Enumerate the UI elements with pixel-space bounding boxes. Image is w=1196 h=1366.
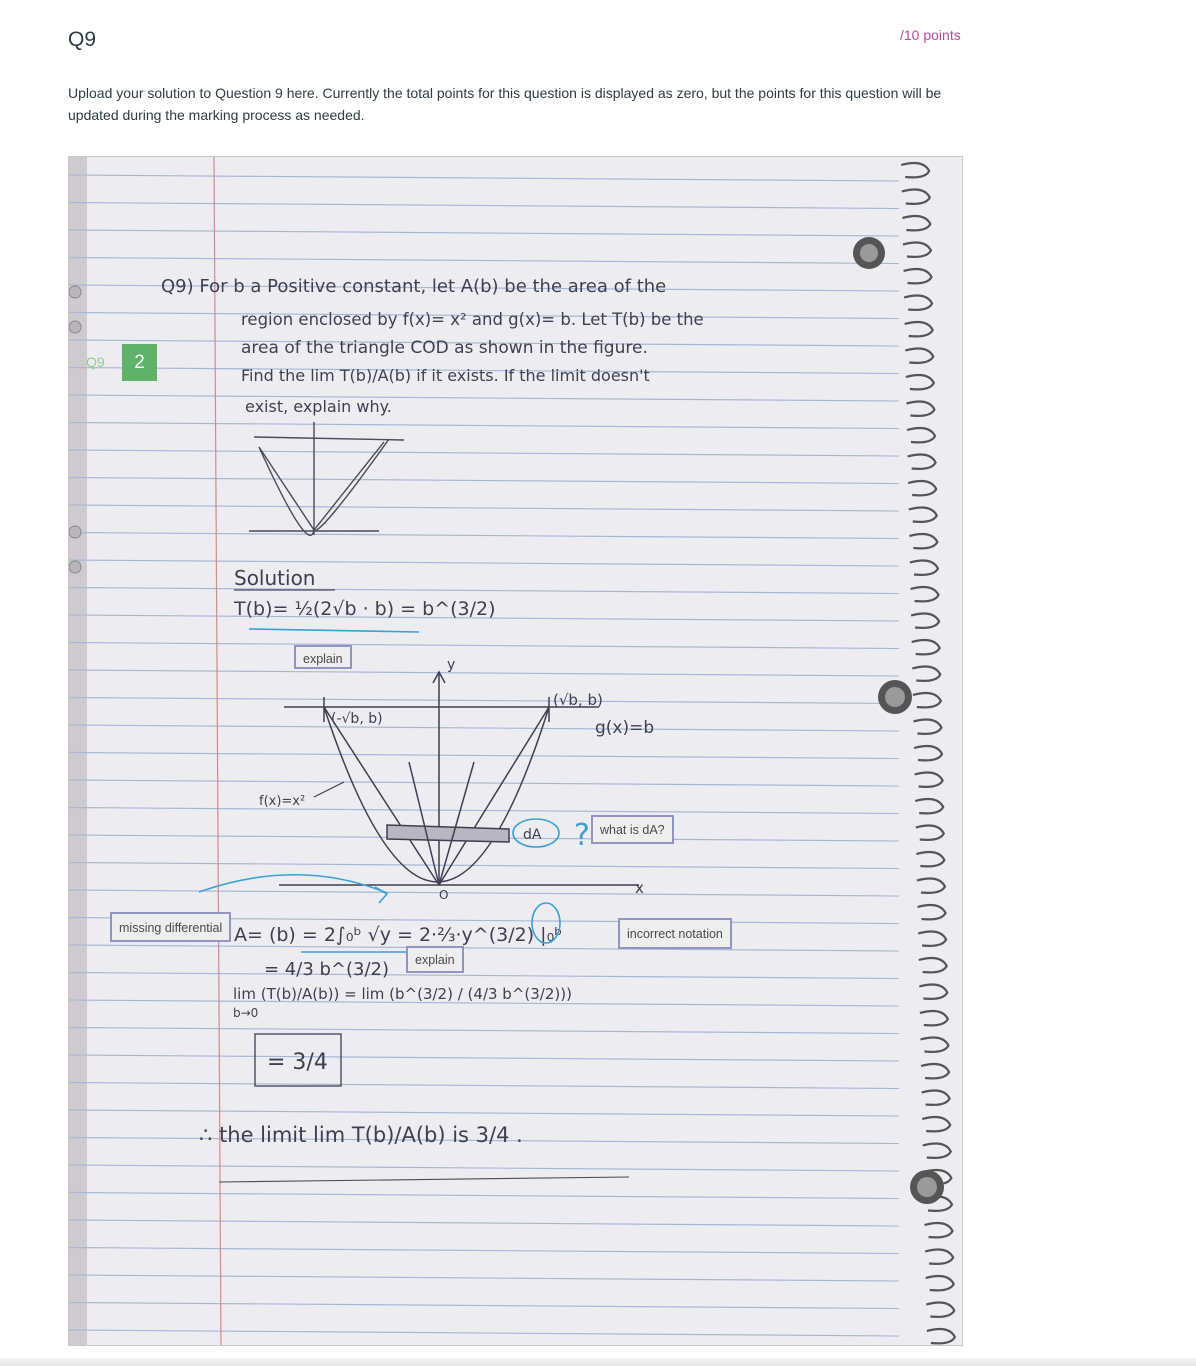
uploaded-solution-image xyxy=(68,156,963,1346)
question-mark: ? xyxy=(574,818,590,853)
x-axis-label: x xyxy=(635,879,644,897)
lim-subscript: b→0 xyxy=(233,1006,259,1020)
bottom-strip xyxy=(0,1358,1196,1366)
right-point-label: (√b, b) xyxy=(553,691,603,709)
g-function-label: g(x)=b xyxy=(595,718,655,738)
problem-line-5: exist, explain why. xyxy=(245,397,392,416)
lim-line: lim (T(b)/A(b)) = lim (b^(3/2) / (4/3 b^(3/2))) xyxy=(233,985,572,1003)
f-function-label: f(x)=x² xyxy=(259,794,306,809)
annotation-explain-2[interactable]: explain xyxy=(406,946,464,973)
score-badge[interactable]: 2 xyxy=(122,344,157,381)
t-formula: T(b)= ½(2√b · b) = b^(3/2) xyxy=(234,598,496,620)
a-formula: A= (b) = 2∫₀ᵇ √y = 2·⅔·y^(3/2) |₀ᵇ xyxy=(234,924,563,946)
left-point-label: (-√b, b) xyxy=(331,711,383,727)
annotation-missing-differential[interactable]: missing differential xyxy=(110,912,231,942)
y-axis-label: y xyxy=(447,657,456,673)
dA-label: dA xyxy=(523,827,542,843)
answer-box-text: = 3/4 xyxy=(267,1050,328,1075)
question-prompt: Upload your solution to Question 9 here. Currently the total points for this question is displayed as zero, but the points for this question will be updated during the marking process as needed. xyxy=(68,85,942,123)
origin-label: O xyxy=(439,888,449,902)
problem-line-2: region enclosed by f(x)= x² and g(x)= b. Let T(b) be the xyxy=(241,310,704,329)
problem-line-4: Find the lim T(b)/A(b) if it exists. If the limit doesn't xyxy=(241,366,650,385)
problem-line-1: Q9) For b a Positive constant, let A(b) be the area of the xyxy=(161,276,667,297)
badge-ghost-label: Q9 xyxy=(86,354,105,370)
annotation-explain-1[interactable]: explain xyxy=(294,645,352,669)
problem-line-3: area of the triangle COD as shown in the figure. xyxy=(241,338,648,358)
question-title: Q9 xyxy=(68,28,97,51)
annotation-what-is-dA[interactable]: what is dA? xyxy=(591,815,674,844)
notebook-page xyxy=(69,157,963,1346)
conclusion: ∴ the limit lim T(b)/A(b) is 3/4 . xyxy=(199,1123,523,1147)
annotation-incorrect-notation[interactable]: incorrect notation xyxy=(618,918,732,949)
points-label: /10 points xyxy=(900,27,961,43)
a-result: = 4/3 b^(3/2) xyxy=(264,959,390,980)
solution-heading: Solution xyxy=(234,566,316,590)
